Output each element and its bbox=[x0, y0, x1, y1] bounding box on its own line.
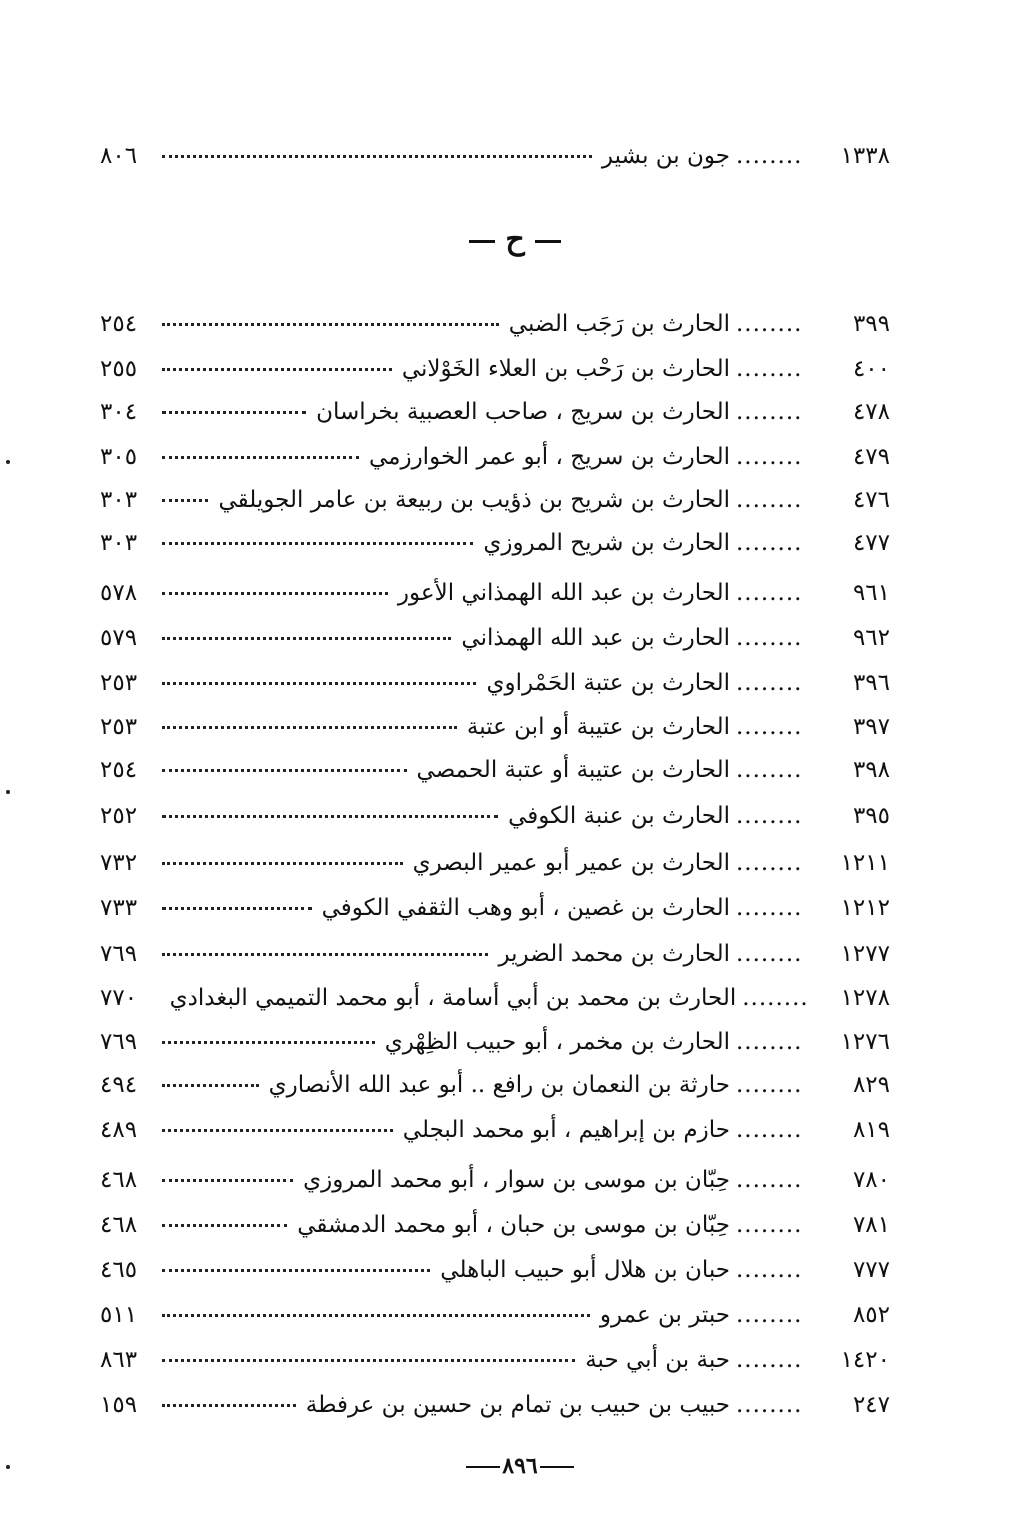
entry-name: حبان بن هلال أبو حبيب الباهلي bbox=[440, 1257, 730, 1283]
entry-name: حبيب بن حبيب بن تمام بن حسين بن عرفطة bbox=[305, 1392, 730, 1418]
entry-name: حبة بن أبي حبة bbox=[585, 1347, 730, 1373]
leader-dots: ........ bbox=[736, 1347, 803, 1373]
entry-page: ٧٦٩ bbox=[100, 1029, 138, 1055]
entry-number: ٨١٩ bbox=[852, 1117, 890, 1143]
index-entry bbox=[100, 1250, 890, 1290]
entry-page: ٢٥٥ bbox=[100, 356, 138, 382]
leader-dots: ........ bbox=[736, 1257, 803, 1283]
leader-dots: ........ bbox=[736, 399, 803, 425]
leader-dots: ........ bbox=[736, 941, 803, 967]
page-footer bbox=[440, 1453, 600, 1479]
dotted-leader bbox=[162, 1179, 293, 1182]
entry-number: ٨٢٩ bbox=[852, 1072, 890, 1098]
leader-dots: ........ bbox=[736, 625, 803, 651]
dotted-leader bbox=[162, 726, 457, 729]
dotted-leader bbox=[162, 1359, 575, 1362]
index-entry bbox=[100, 1160, 890, 1200]
leader-dots: ........ bbox=[736, 1302, 803, 1328]
leader-dots: ........ bbox=[736, 1117, 803, 1143]
leader-dots: ........ bbox=[736, 1167, 803, 1193]
index-entry bbox=[100, 480, 890, 520]
dotted-leader bbox=[162, 1084, 259, 1087]
entry-page: ٢٥٤ bbox=[100, 311, 138, 337]
dotted-leader bbox=[162, 1269, 430, 1272]
dotted-leader bbox=[162, 1041, 375, 1044]
index-entry bbox=[100, 843, 890, 883]
entry-number: ٧٨٠ bbox=[852, 1167, 890, 1193]
entry-page: ٢٥٣ bbox=[100, 670, 138, 696]
index-entry bbox=[100, 1340, 890, 1380]
entry-number: ٢٤٧ bbox=[852, 1392, 890, 1418]
leader-dots: ........ bbox=[736, 356, 803, 382]
entry-page: ٤٩٤ bbox=[100, 1072, 138, 1098]
index-entry bbox=[100, 1110, 890, 1150]
index-entry bbox=[100, 392, 890, 432]
dotted-leader bbox=[162, 682, 476, 685]
dotted-leader bbox=[162, 769, 407, 772]
entry-page: ٨٠٦ bbox=[100, 143, 138, 169]
entry-name: حازم بن إبراهيم ، أبو محمد البجلي bbox=[402, 1117, 730, 1143]
entry-page: ٣٠٣ bbox=[100, 530, 138, 556]
entry-name: حِبّان بن موسى بن سوار ، أبو محمد المروزي bbox=[303, 1167, 730, 1193]
index-entry bbox=[100, 888, 890, 928]
leader-dots: ........ bbox=[736, 311, 803, 337]
entry-name: الحارث بن مخمر ، أبو حبيب الظِهْري bbox=[384, 1029, 730, 1055]
leader-dots: ........ bbox=[736, 444, 803, 470]
entry-number: ٧٧٧ bbox=[852, 1257, 890, 1283]
index-entry bbox=[100, 1205, 890, 1245]
header-entry bbox=[100, 136, 890, 176]
leader-dots: ........ bbox=[736, 580, 803, 606]
index-entry bbox=[100, 707, 890, 747]
dotted-leader bbox=[162, 542, 473, 545]
entry-name: الحارث بن عتيبة أو ابن عتبة bbox=[466, 714, 730, 740]
dotted-leader bbox=[162, 368, 392, 371]
section-heading bbox=[430, 222, 600, 257]
dotted-leader bbox=[162, 862, 403, 865]
entry-name: الحارث بن سريج ، صاحب العصبية بخراسان bbox=[316, 399, 730, 425]
leader-dots: ........ bbox=[736, 670, 803, 696]
entry-name: حبتر بن عمرو bbox=[599, 1302, 730, 1328]
index-entry bbox=[100, 663, 890, 703]
entry-name: الحارث بن رَحْب بن العلاء الخَوْلاني bbox=[401, 356, 730, 382]
leader-dots: ........ bbox=[742, 985, 809, 1011]
entry-number: ٣٩٩ bbox=[852, 311, 890, 337]
dotted-leader bbox=[162, 907, 312, 910]
entry-page: ٥١١ bbox=[100, 1302, 138, 1328]
entry-number: ١٢٧٧ bbox=[840, 941, 890, 967]
entry-page: ٥٧٨ bbox=[100, 580, 138, 606]
index-entry bbox=[100, 1065, 890, 1105]
entry-name: الحارث بن محمد بن أبي أسامة ، أبو محمد التميمي البغدادي bbox=[169, 985, 737, 1011]
entry-page: ٧٦٩ bbox=[100, 941, 138, 967]
entry-number: ٤٧٦ bbox=[852, 487, 890, 513]
entry-number: ٤٧٧ bbox=[852, 530, 890, 556]
leader-dots: ........ bbox=[736, 143, 803, 169]
dotted-leader bbox=[162, 1129, 393, 1132]
leader-dots: ........ bbox=[736, 850, 803, 876]
entry-name: الحارث بن عنبة الكوفي bbox=[508, 803, 730, 829]
index-entry bbox=[100, 349, 890, 389]
section-letter: ح bbox=[505, 222, 525, 257]
entry-name: حِبّان بن موسى بن حبان ، أبو محمد الدمشقي bbox=[297, 1212, 730, 1238]
index-entry bbox=[100, 1385, 890, 1425]
index-entry bbox=[100, 523, 890, 563]
entry-number: ٩٦١ bbox=[852, 580, 890, 606]
entry-page: ٢٥٣ bbox=[100, 714, 138, 740]
index-entry bbox=[100, 934, 890, 974]
entry-number: ٤٧٩ bbox=[852, 444, 890, 470]
entry-name: الحارث بن عتبة الحَمْراوي bbox=[486, 670, 730, 696]
leader-dots: ........ bbox=[736, 530, 803, 556]
entry-name: حارثة بن النعمان بن رافع .. أبو عبد الله الأنصاري bbox=[268, 1072, 730, 1098]
entry-number: ١٢٧٨ bbox=[840, 985, 890, 1011]
margin-speck bbox=[6, 1465, 10, 1469]
entry-number: ٣٩٦ bbox=[852, 670, 890, 696]
index-entry bbox=[100, 1295, 890, 1335]
entry-page: ٢٥٢ bbox=[100, 803, 138, 829]
leader-dots: ........ bbox=[736, 1072, 803, 1098]
leader-dots: ........ bbox=[736, 1212, 803, 1238]
entry-name: جون بن بشير bbox=[601, 143, 730, 169]
index-entry bbox=[100, 978, 890, 1018]
entry-page: ٤٦٨ bbox=[100, 1212, 138, 1238]
entry-number: ٤٠٠ bbox=[852, 356, 890, 382]
entry-name: الحارث بن عبد الله الهمذاني الأعور bbox=[397, 580, 730, 606]
entry-number: ٣٩٥ bbox=[852, 803, 890, 829]
entry-page: ٧٧٠ bbox=[100, 985, 138, 1011]
entry-number: ٣٩٨ bbox=[852, 757, 890, 783]
dash-right bbox=[540, 1466, 574, 1468]
entry-number: ٩٦٢ bbox=[852, 625, 890, 651]
leader-dots: ........ bbox=[736, 714, 803, 740]
entry-page: ٤٦٨ bbox=[100, 1167, 138, 1193]
entry-page: ٥٧٩ bbox=[100, 625, 138, 651]
dotted-leader bbox=[162, 1314, 590, 1317]
dotted-leader bbox=[162, 499, 208, 502]
index-entry bbox=[100, 573, 890, 613]
entry-name: الحارث بن شريح بن ذؤيب بن ربيعة بن عامر الجويلقي bbox=[218, 487, 730, 513]
entry-name: الحارث بن رَجَب الضبي bbox=[508, 311, 730, 337]
leader-dots: ........ bbox=[736, 803, 803, 829]
entry-number: ٤٧٨ bbox=[852, 399, 890, 425]
margin-speck bbox=[6, 790, 10, 794]
entry-number: ٧٨١ bbox=[852, 1212, 890, 1238]
entry-page: ٤٦٥ bbox=[100, 1257, 138, 1283]
entry-name: الحارث بن عمير أبو عمير البصري bbox=[412, 850, 730, 876]
dotted-leader bbox=[162, 953, 488, 956]
dash-right bbox=[535, 240, 561, 243]
entry-name: الحارث بن غصين ، أبو وهب الثقفي الكوفي bbox=[321, 895, 730, 921]
index-entry bbox=[100, 304, 890, 344]
entry-page: ٧٣٢ bbox=[100, 850, 138, 876]
leader-dots: ........ bbox=[736, 895, 803, 921]
entry-number: ٨٥٢ bbox=[852, 1302, 890, 1328]
dotted-leader bbox=[162, 155, 592, 158]
dotted-leader bbox=[162, 411, 306, 414]
margin-speck bbox=[6, 460, 10, 464]
entry-page: ٢٥٤ bbox=[100, 757, 138, 783]
entry-page: ٨٦٣ bbox=[100, 1347, 138, 1373]
entry-number: ١٢١١ bbox=[840, 850, 890, 876]
leader-dots: ........ bbox=[736, 1029, 803, 1055]
leader-dots: ........ bbox=[736, 1392, 803, 1418]
entry-name: الحارث بن سريج ، أبو عمر الخوارزمي bbox=[368, 444, 730, 470]
index-entry bbox=[100, 796, 890, 836]
dotted-leader bbox=[162, 637, 451, 640]
entry-name: الحارث بن عبد الله الهمذاني bbox=[461, 625, 730, 651]
entry-page: ٣٠٥ bbox=[100, 444, 138, 470]
entry-number: ١٤٢٠ bbox=[840, 1347, 890, 1373]
entry-page: ٤٨٩ bbox=[100, 1117, 138, 1143]
entry-page: ٧٣٣ bbox=[100, 895, 138, 921]
index-entry bbox=[100, 437, 890, 477]
entry-name: الحارث بن محمد الضرير bbox=[498, 941, 730, 967]
dotted-leader bbox=[162, 815, 498, 818]
entry-name: الحارث بن شريح المروزي bbox=[483, 530, 730, 556]
entry-number: ١٣٣٨ bbox=[840, 143, 890, 169]
dotted-leader bbox=[162, 1224, 287, 1227]
dash-left bbox=[466, 1466, 500, 1468]
entry-number: ٣٩٧ bbox=[852, 714, 890, 740]
dotted-leader bbox=[162, 592, 388, 595]
entry-page: ١٥٩ bbox=[100, 1392, 138, 1418]
dotted-leader bbox=[162, 323, 499, 326]
dotted-leader bbox=[162, 1404, 296, 1407]
dash-left bbox=[469, 240, 495, 243]
entry-page: ٣٠٣ bbox=[100, 487, 138, 513]
leader-dots: ........ bbox=[736, 757, 803, 783]
index-entry bbox=[100, 1022, 890, 1062]
index-entry bbox=[100, 618, 890, 658]
entry-number: ١٢١٢ bbox=[840, 895, 890, 921]
dotted-leader bbox=[162, 456, 359, 459]
page-number: ٨٩٦ bbox=[502, 1453, 538, 1479]
leader-dots: ........ bbox=[736, 487, 803, 513]
entry-name: الحارث بن عتيبة أو عتبة الحمصي bbox=[416, 757, 730, 783]
entry-page: ٣٠٤ bbox=[100, 399, 138, 425]
entry-number: ١٢٧٦ bbox=[840, 1029, 890, 1055]
index-entry bbox=[100, 750, 890, 790]
